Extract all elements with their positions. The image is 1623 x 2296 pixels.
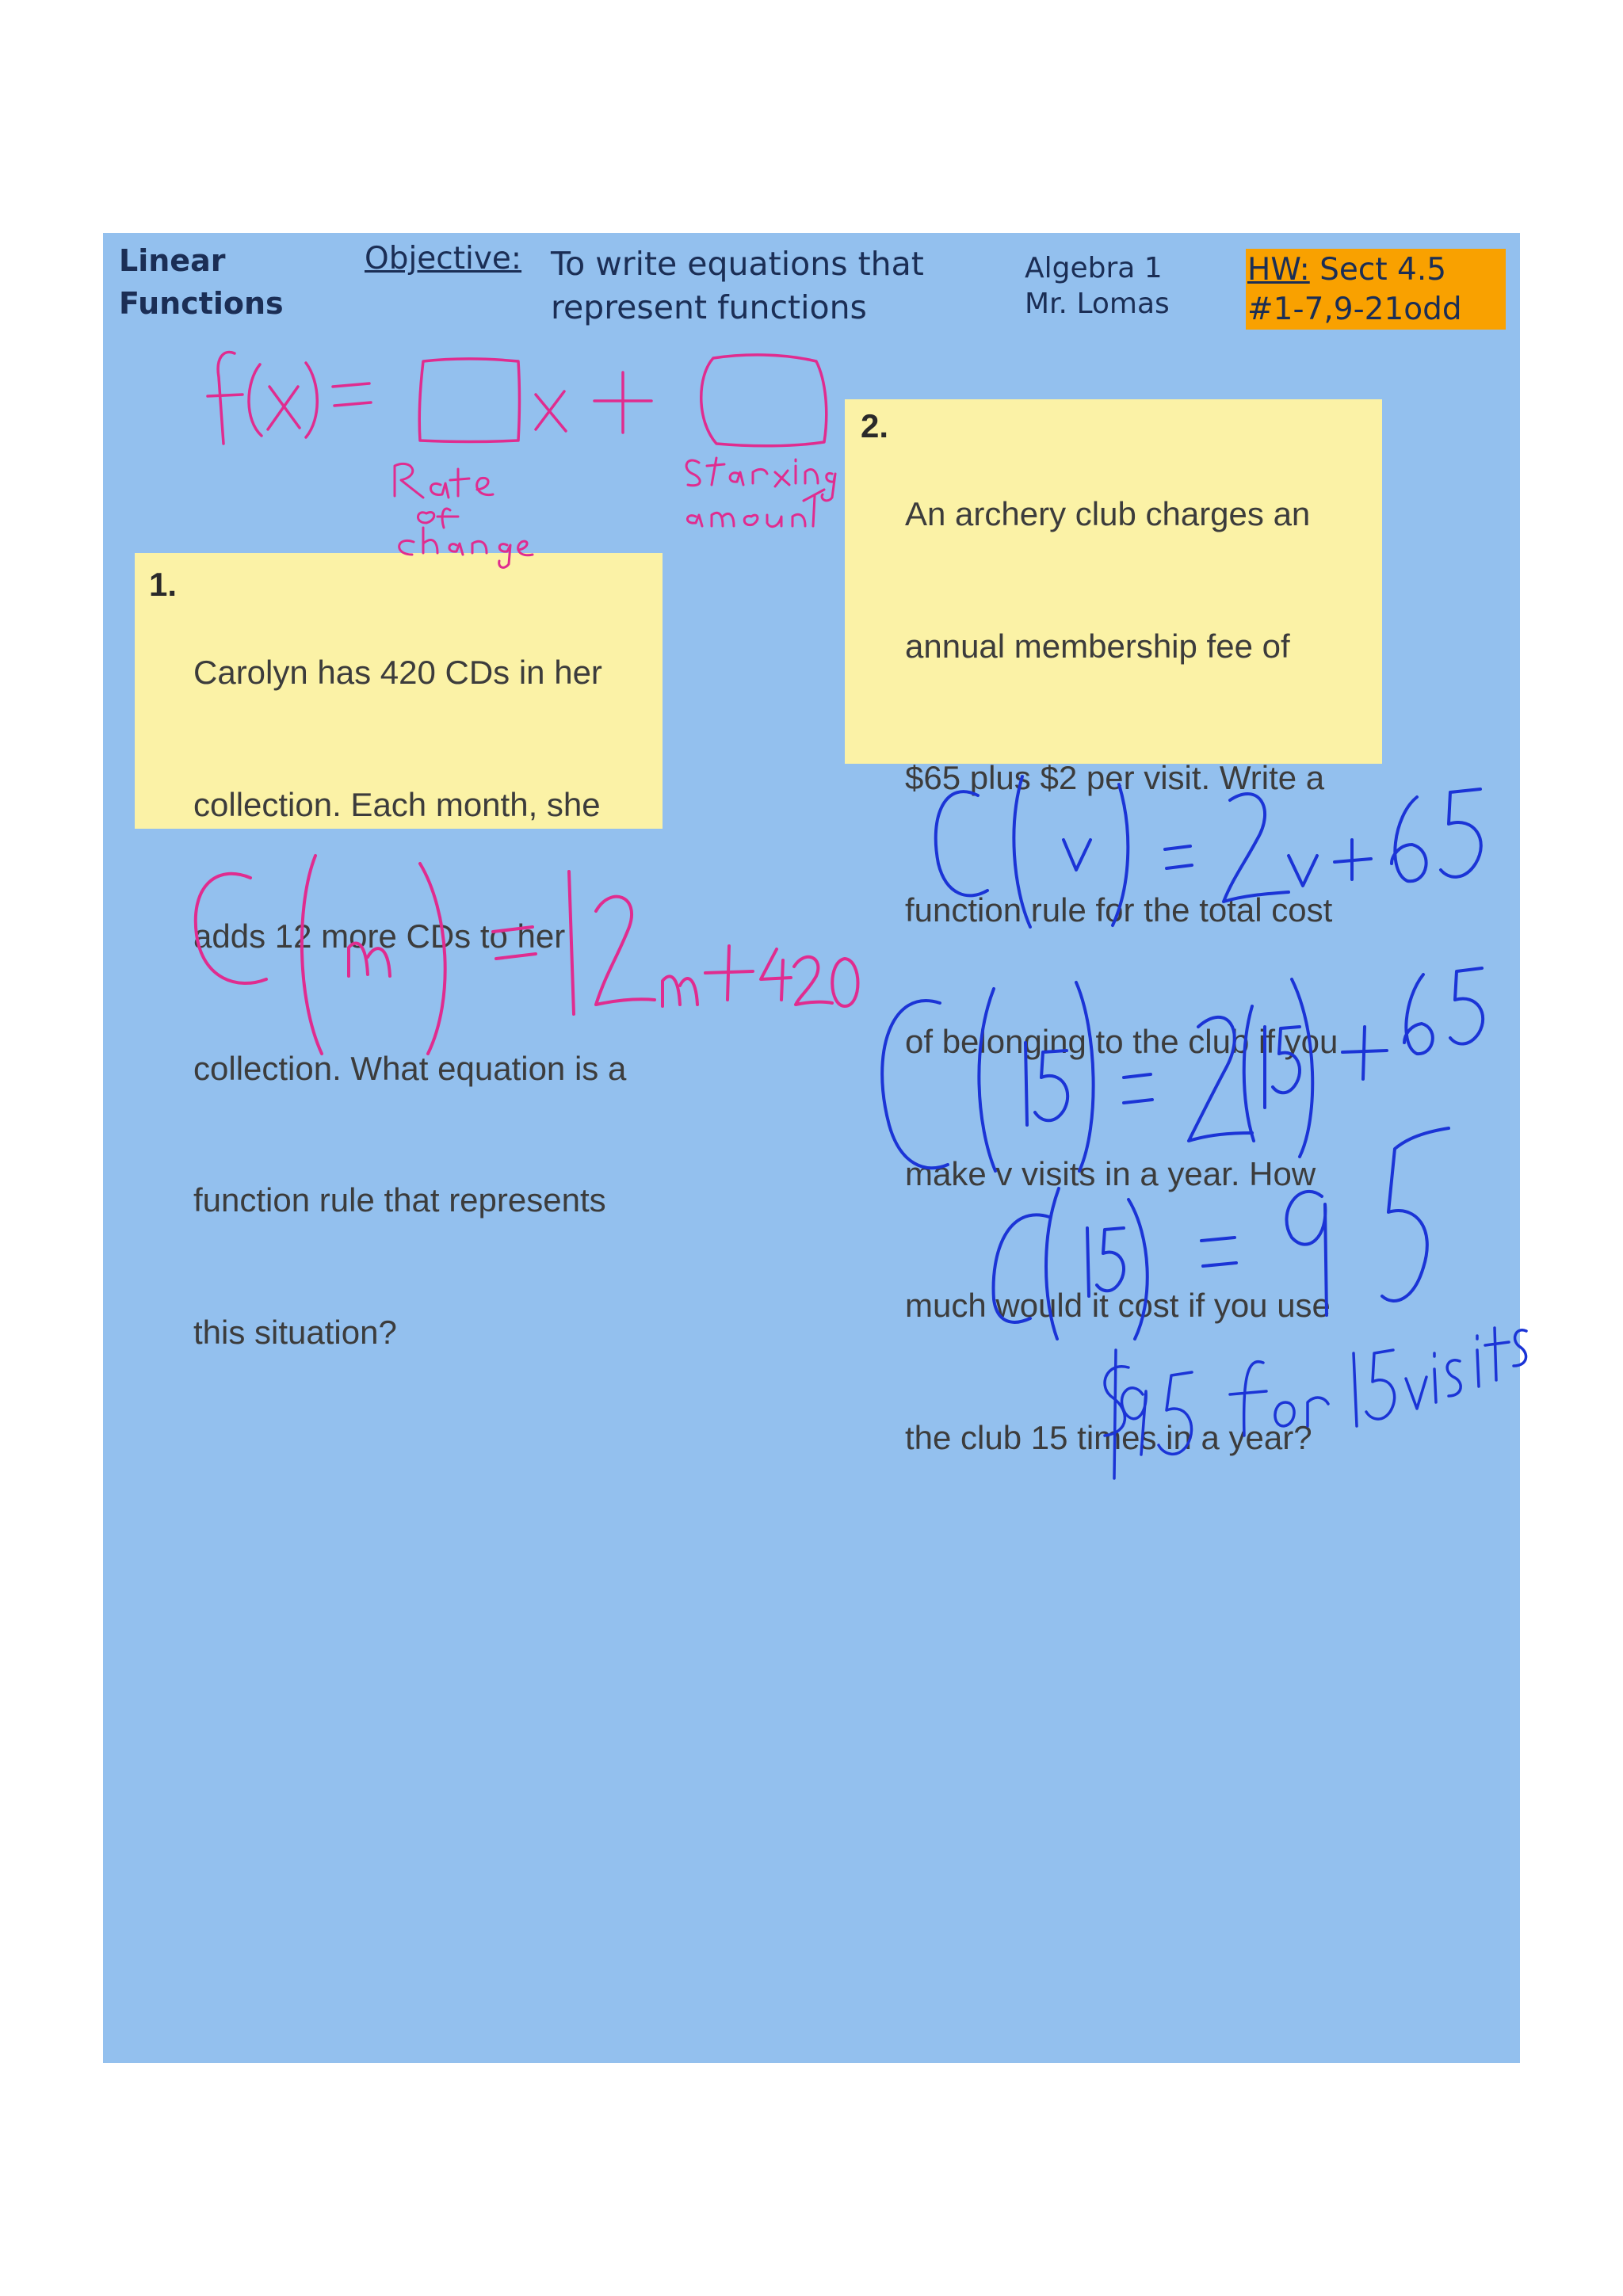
homework-label: HW: (1247, 252, 1310, 288)
lesson-title-line-1: Linear (119, 243, 226, 278)
homework-line-2: #1-7,9-21odd (1247, 292, 1462, 327)
problem-2-box (845, 399, 1382, 1456)
course-name: Algebra 1 (1025, 252, 1163, 284)
problem-2-line: function rule for the total cost (905, 891, 1333, 929)
problem-1-line: collection. Each month, she (193, 785, 601, 823)
homework-section: Sect 4.5 (1309, 252, 1447, 288)
problem-2-text (905, 404, 1338, 1547)
objective-label: Objective: (365, 241, 522, 277)
problem-1-line: this situation? (193, 1313, 397, 1351)
problem-1-line: Carolyn has 420 CDs in her (193, 654, 602, 691)
problem-1-line: collection. What equation is a (193, 1049, 627, 1087)
problem-2-line: much would it cost if you use (905, 1287, 1331, 1324)
objective-line-2: represent functions (551, 288, 867, 326)
objective-text (551, 242, 963, 330)
problem-2-line: $65 plus $2 per visit. Write a (905, 759, 1325, 796)
course-info (1025, 250, 1170, 322)
objective-line-1: To write equations that (551, 245, 924, 283)
problem-2-line: of belonging to the club if you (905, 1023, 1338, 1060)
problem-1-text (193, 563, 626, 1442)
problem-1-line: function rule that represents (193, 1181, 606, 1219)
problem-2-line: the club 15 times in a year? (905, 1418, 1312, 1456)
problem-2-line: make v visits in a year. How (905, 1154, 1316, 1192)
lesson-title-line-2: Functions (119, 286, 284, 321)
problem-2-line: An archery club charges an (905, 495, 1311, 532)
problem-2-number: 2. (861, 407, 889, 444)
problem-1-box (135, 553, 663, 1351)
problem-1-line: adds 12 more CDs to her (193, 917, 566, 955)
homework-box (1246, 249, 1506, 330)
homework-line-1 (1247, 250, 1506, 290)
lesson-title (119, 239, 284, 325)
teacher-name: Mr. Lomas (1025, 288, 1170, 320)
problem-2-line: annual membership fee of (905, 627, 1290, 665)
problem-1-number: 1. (149, 566, 178, 603)
